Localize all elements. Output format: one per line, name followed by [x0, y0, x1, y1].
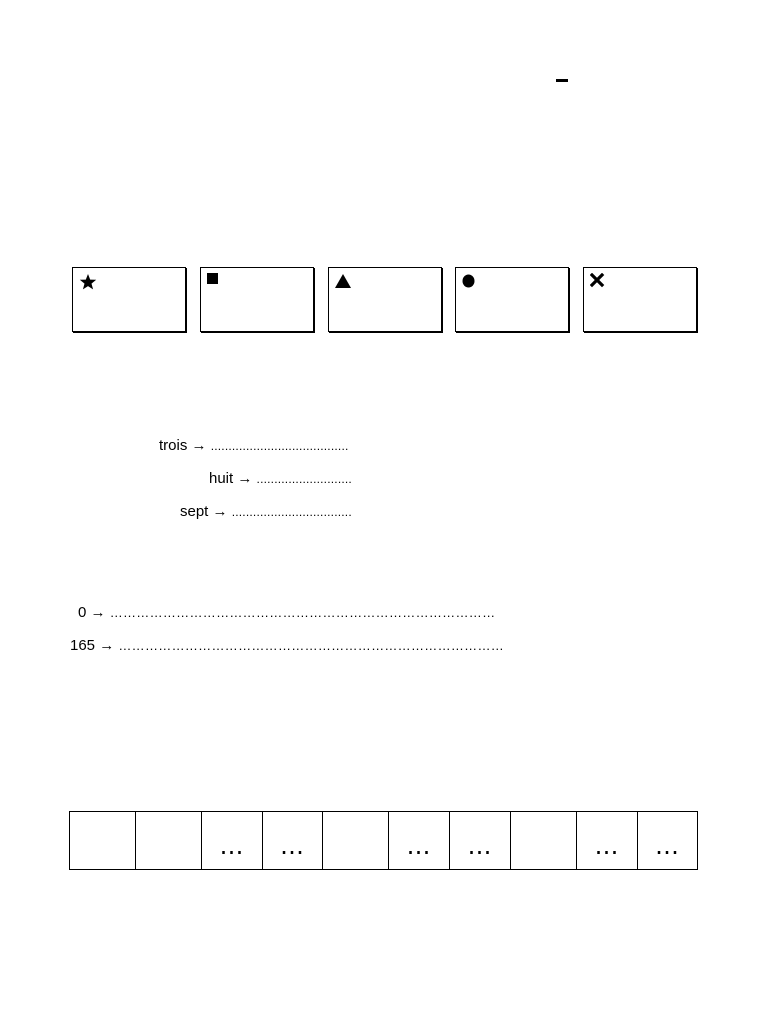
answer-cell[interactable]: …	[577, 812, 638, 869]
symbol-box-square[interactable]	[200, 267, 314, 332]
answer-cell[interactable]	[70, 812, 136, 869]
answer-dots[interactable]: ……………………………………………………………………………	[109, 605, 496, 620]
word-label: huit	[209, 470, 234, 487]
word-line-huit	[209, 470, 352, 488]
answer-cell[interactable]	[511, 812, 577, 869]
answer-dots[interactable]: ..................................	[231, 505, 352, 519]
answer-dots[interactable]: .......................................	[210, 439, 349, 453]
answer-cell[interactable]: …	[450, 812, 511, 869]
answer-dots[interactable]: ……………………………………………………………………………	[118, 638, 505, 653]
answer-cell[interactable]	[136, 812, 202, 869]
arrow-icon: →	[99, 637, 115, 654]
number-label: 165	[70, 637, 96, 654]
number-line-0	[78, 604, 495, 622]
symbol-box-circle[interactable]	[455, 267, 569, 332]
arrow-icon: →	[212, 503, 228, 520]
answer-cell-row	[69, 811, 698, 870]
symbol-box-row	[72, 267, 697, 332]
cross-icon	[590, 273, 608, 291]
word-line-trois	[159, 437, 349, 455]
answer-cell[interactable]: …	[202, 812, 263, 869]
circle-icon	[462, 273, 480, 291]
square-icon	[207, 273, 225, 291]
word-line-sept	[180, 503, 352, 521]
answer-dots[interactable]: ...........................	[256, 472, 352, 486]
word-label: trois	[159, 437, 188, 454]
arrow-icon: →	[237, 470, 253, 487]
answer-cell[interactable]: …	[263, 812, 323, 869]
word-label: sept	[180, 503, 209, 520]
answer-cell[interactable]: …	[638, 812, 698, 869]
number-label: 0	[78, 604, 87, 621]
answer-cell[interactable]: …	[389, 812, 450, 869]
arrow-icon: →	[191, 437, 207, 454]
symbol-box-triangle[interactable]	[328, 267, 442, 332]
dash-mark	[556, 79, 568, 82]
arrow-icon: →	[90, 604, 106, 621]
triangle-icon	[335, 273, 353, 291]
answer-cell[interactable]	[323, 812, 389, 869]
symbol-box-cross[interactable]	[583, 267, 697, 332]
star-icon	[79, 273, 97, 291]
number-line-165	[70, 637, 504, 655]
symbol-box-star[interactable]	[72, 267, 186, 332]
